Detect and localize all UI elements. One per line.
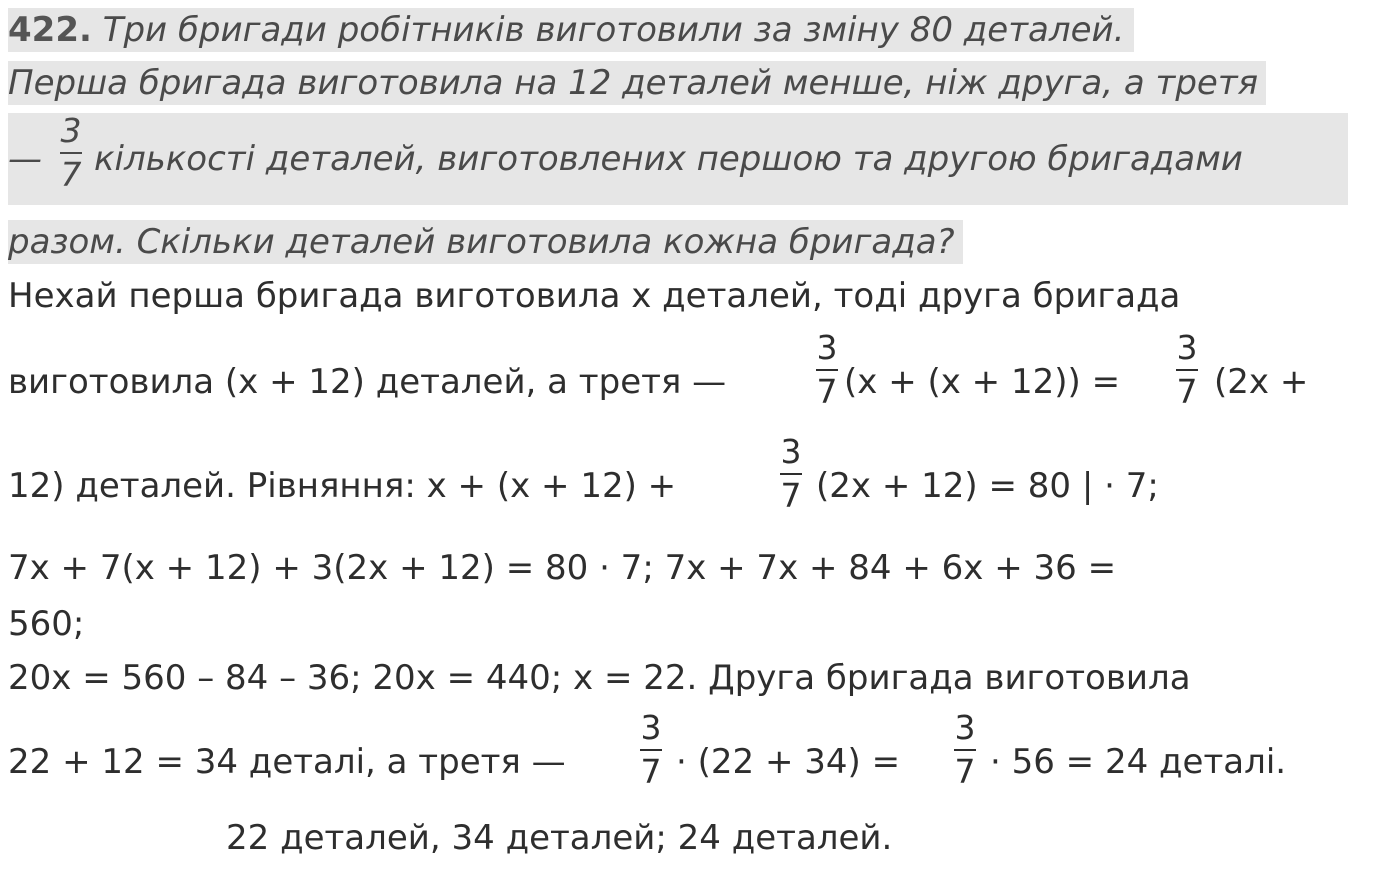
solution-line-7-fraction-2: [954, 710, 976, 790]
solution-line-2-part-a: виготовила (х + 12) деталей, а третя —: [8, 362, 727, 402]
solution-line-3-fraction: [780, 434, 802, 514]
solution-line-6: 20х = 560 – 84 – 36; 20х = 440; х = 22. Друга бригада виготовила: [8, 658, 1191, 698]
problem-line-2: Перша бригада виготовила на 12 деталей менше, ніж друга, а третя: [8, 61, 1266, 105]
fraction-denominator: 7: [640, 752, 662, 791]
solution-line-7: [8, 708, 1378, 791]
solution-line-2-fraction-2: [1176, 330, 1198, 410]
fraction-denominator: 7: [780, 476, 802, 515]
solution-line-2-part-b: (х + (х + 12)) =: [844, 362, 1121, 402]
fraction-numerator: 3: [954, 708, 976, 747]
problem-fraction: [60, 113, 82, 193]
solution-line-2-part-c: (2х +: [1214, 362, 1309, 402]
problem-line-3-text: кількості деталей, виготовлених першою та другою бригадами: [94, 139, 1243, 179]
solution-line-1: Нехай перша бригада виготовила х деталей, тоді друга бригада: [8, 276, 1181, 316]
fraction-denominator: 7: [1176, 372, 1198, 411]
problem-line-3: [8, 113, 1348, 205]
fraction-numerator: 3: [1176, 328, 1198, 367]
solution-line-3-part-a: 12) деталей. Рівняння: х + (х + 12) +: [8, 466, 677, 506]
solution-line-2: [8, 328, 1378, 411]
fraction-bar: [1176, 369, 1198, 371]
solution-line-3-part-b: (2х + 12) = 80 | · 7;: [816, 466, 1159, 506]
solution-line-7-fraction-1: [640, 710, 662, 790]
problem-line-1-text: Три бригади робітників виготовили за зміну 80 деталей.: [102, 10, 1125, 50]
solution-line-5: 560;: [8, 604, 85, 644]
solution-line-3: [8, 432, 1378, 515]
problem-number: 422.: [8, 10, 92, 50]
fraction-numerator: 3: [780, 432, 802, 471]
answer-line: 22 деталей, 34 деталей; 24 деталей.: [226, 818, 893, 858]
solution-line-7-part-b: · (22 + 34) =: [676, 742, 901, 782]
problem-line-4: разом. Скільки деталей виготовила кожна бригада?: [8, 220, 963, 264]
fraction-bar: [640, 749, 662, 751]
solution-line-7-part-a: 22 + 12 = 34 деталі, а третя —: [8, 742, 566, 782]
problem-dash: —: [8, 139, 42, 179]
fraction-bar: [780, 473, 802, 475]
fraction-denominator: 7: [816, 372, 838, 411]
fraction-numerator: 3: [816, 328, 838, 367]
fraction-numerator: 3: [640, 708, 662, 747]
fraction-denominator: 7: [60, 155, 82, 194]
problem-line-1: [8, 8, 1134, 52]
fraction-bar: [954, 749, 976, 751]
fraction-bar: [60, 152, 82, 154]
fraction-denominator: 7: [954, 752, 976, 791]
solution-line-4: 7х + 7(х + 12) + 3(2х + 12) = 80 · 7; 7х + 7х + 84 + 6х + 36 =: [8, 548, 1117, 588]
solution-line-2-fraction-1: [816, 330, 838, 410]
fraction-numerator: 3: [60, 111, 82, 150]
solution-line-7-part-c: · 56 = 24 деталі.: [990, 742, 1287, 782]
fraction-bar: [816, 369, 838, 371]
